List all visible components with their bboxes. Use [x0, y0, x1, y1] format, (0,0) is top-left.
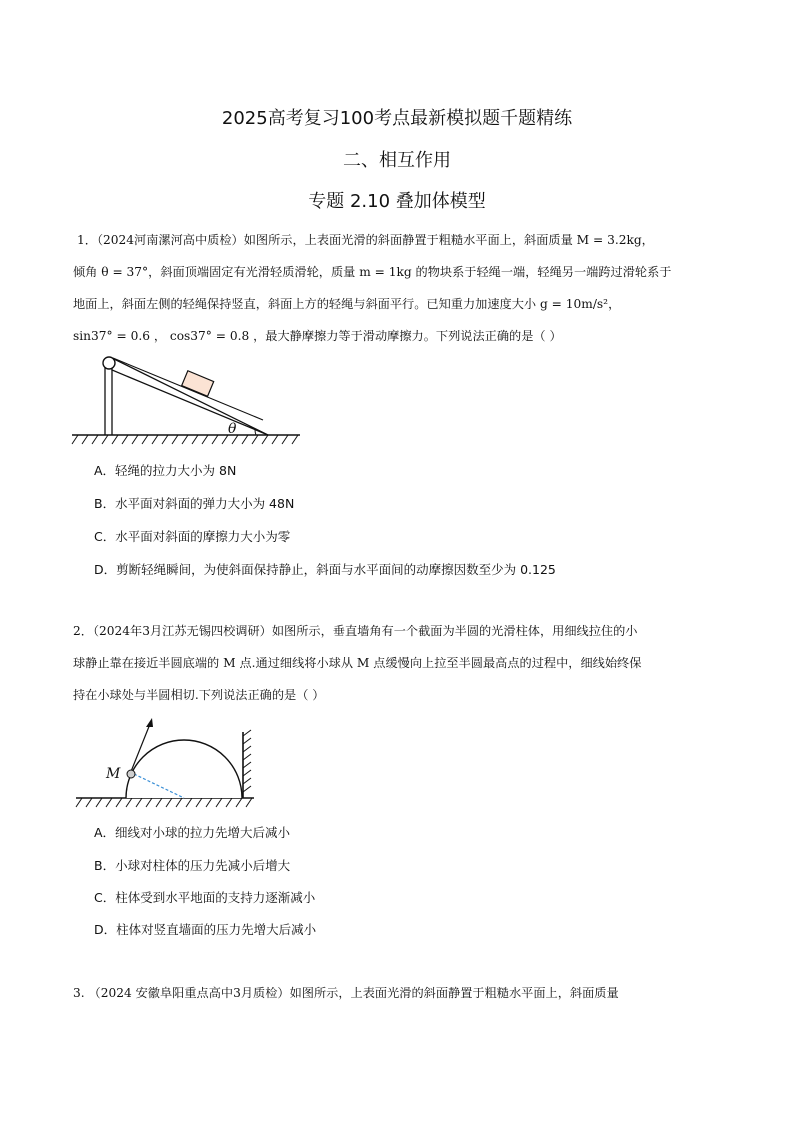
ground-hatching — [76, 798, 252, 807]
ball — [127, 770, 135, 778]
option-a: A．细线对小球的拉力先增大后减小 — [94, 825, 291, 840]
pulley-icon — [103, 357, 115, 369]
option-a: A．轻绳的拉力大小为 8N — [94, 463, 237, 478]
angle-label: θ — [228, 421, 237, 437]
option-d: D．柱体对竖直墙面的压力先增大后减小 — [94, 922, 317, 937]
question-1-line-4: sin37° = 0.6 ， cos37° = 0.8 ，最大静摩擦力等于滑动摩擦力。下列说法正确的是（ ） — [73, 329, 562, 343]
semicircle-body — [126, 740, 242, 798]
option-c: C．柱体受到水平地面的支持力逐渐减小 — [94, 890, 316, 905]
question-1-line-2: 倾角 θ = 37°，斜面顶端固定有光滑轻质滑轮，质量 m = 1kg 的物块系于轻绳一端，轻绳另一端跨过滑轮系于 — [73, 265, 672, 279]
incline-pulley-diagram — [68, 348, 304, 448]
arrow-up-icon — [146, 718, 153, 727]
option-b: B．水平面对斜面的弹力大小为 48N — [94, 496, 295, 511]
block — [182, 371, 214, 397]
document-title: 2025高考复习100考点最新模拟题千题精练 — [221, 108, 573, 129]
wall-hatching — [243, 730, 251, 792]
question-2-line-3: 持在小球处与半圆相切.下列说法正确的是（ ） — [73, 688, 325, 702]
incline-rope — [113, 358, 263, 420]
chapter-title: 二、相互作用 — [343, 150, 451, 171]
incline — [112, 358, 268, 435]
semicircle-wall-diagram — [72, 710, 268, 810]
point-m-label: M — [106, 766, 121, 782]
question-2-line-1: 2．（2024年3月江苏无锡四校调研）如图所示，垂直墙角有一个截面为半圆的光滑柱体，用细线拉住的小 — [73, 624, 638, 638]
question-1-line-1: 1．（2024河南漯河高中质检）如图所示，上表面光滑的斜面静置于粗糙水平面上，斜面质量 M = 3.2kg， — [77, 233, 654, 247]
topic-title: 专题 2.10 叠加体模型 — [308, 191, 486, 212]
option-c: C．水平面对斜面的摩擦力大小为零 — [94, 529, 291, 544]
option-d: D．剪断轻绳瞬间，为使斜面保持静止，斜面与水平面间的动摩擦因数至少为 0.125 — [94, 562, 556, 577]
question-2-line-2: 球静止靠在接近半圆底端的 M 点.通过细线将小球从 M 点缓慢向上拉至半圆最高点的过程中，细线始终保 — [73, 656, 642, 670]
question-3-line-1: 3. （2024 安徽阜阳重点高中3月质检）如图所示，上表面光滑的斜面静置于粗糙水平面上，斜面质量 — [73, 986, 619, 1000]
question-1-line-3: 地面上，斜面左侧的轻绳保持竖直，斜面上方的轻绳与斜面平行。已知重力加速度大小 g = 10m/s²， — [73, 297, 621, 311]
option-b: B．小球对柱体的压力先减小后增大 — [94, 858, 291, 873]
ground-hatching — [72, 435, 298, 444]
